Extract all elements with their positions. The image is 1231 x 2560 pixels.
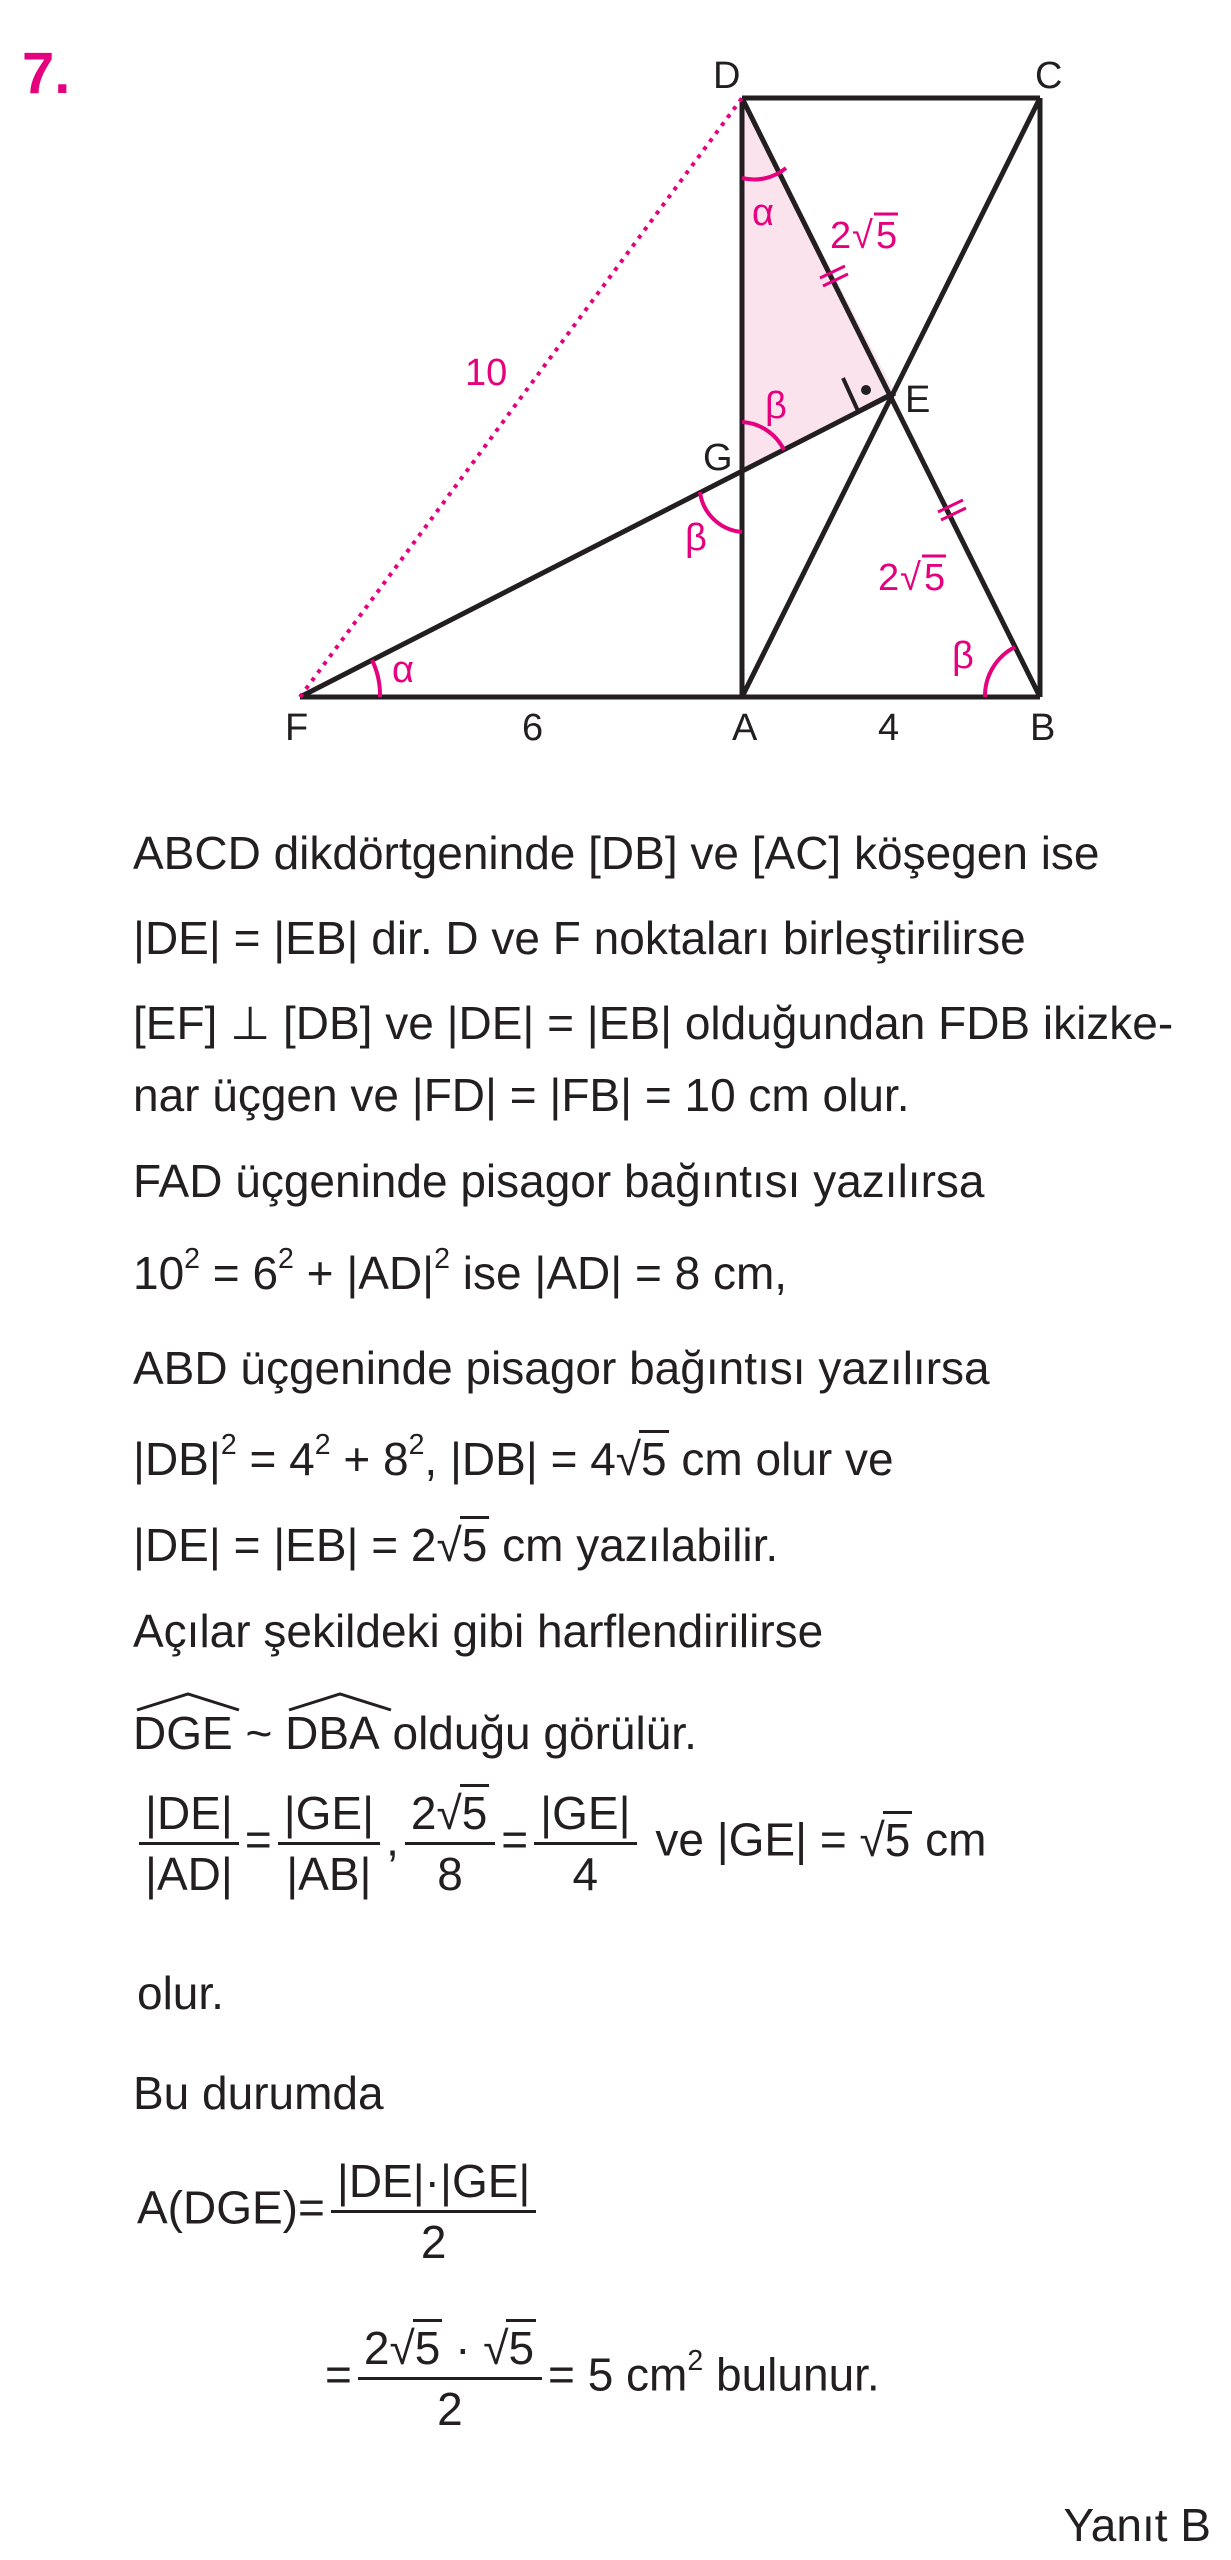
text-line-7: ABD üçgeninde pisagor bağıntısı yazılırsa	[133, 1342, 990, 1394]
dotted-segment-fd	[300, 98, 742, 697]
length-label-de-root: 5	[876, 215, 898, 257]
ratio-equation: $\frac{|DE|}{|AD|}$ = $\frac{|GE|}{|AB|}$ , $\frac{2√5}{8}$ = $\frac{|GE|}{4}$ ve |GE| = √5 cm	[133, 1790, 986, 1897]
segment-fe	[300, 393, 895, 697]
length-label-eb-radical: √	[900, 557, 921, 599]
text-line-3: [EF] ⊥ [DB] ve |DE| = |EB| olduğundan FDB ikizke-	[133, 997, 1174, 1049]
fraction-result: $\frac{2√5 \cdot √5}{2}$	[358, 2325, 542, 2432]
point-label-d: D	[713, 55, 741, 97]
length-label-eb-coef: 2	[878, 557, 900, 599]
fraction-de-ad: $\frac{|DE|}{|AD|}$	[139, 1790, 239, 1897]
angle-label-beta-g-lower: β	[685, 517, 707, 559]
length-label-de-radical: √	[852, 215, 873, 257]
fraction-ge-ab: $\frac{|GE|}{|AB|}$	[278, 1790, 380, 1897]
text-line-10: Açılar şekildeki gibi harflendirilirse	[133, 1605, 824, 1657]
answer-label: Yanıt B	[1063, 2499, 1211, 2551]
text-line-1: ABCD dikdörtgeninde [DB] ve [AC] köşegen ise	[133, 827, 1100, 879]
fraction-2root5-8: $\frac{2√5}{8}$	[405, 1790, 495, 1897]
angle-arc-f	[372, 660, 380, 697]
length-label-de-coef: 2	[830, 215, 852, 257]
length-label-ab: 4	[878, 707, 900, 749]
point-label-e: E	[905, 379, 931, 421]
text-line-4: nar üçgen ve |FD| = |FB| = 10 cm olur.	[133, 1069, 910, 1121]
point-label-b: B	[1030, 707, 1056, 749]
point-label-c: C	[1035, 55, 1063, 97]
angle-dba: DBA	[285, 1710, 380, 1756]
text-line-9: |DE| = |EB| = 2√5 cm yazılabilir.	[133, 1522, 778, 1568]
text-line-8: $|DB|^2 = 4^2 + 8^2$, |DB| = 4√5 cm olur ve	[133, 1429, 894, 1485]
angle-label-alpha-d: α	[752, 192, 774, 234]
angle-label-alpha-f: α	[392, 649, 414, 691]
geometry-figure	[0, 0, 1231, 760]
angle-label-beta-b: β	[952, 635, 974, 677]
length-label-eb-root: 5	[924, 557, 946, 599]
text-line-11: DGE ~ DBA olduğu görülür.	[133, 1710, 697, 1756]
text-bu-durumda: Bu durumda	[133, 2067, 384, 2119]
fraction-ge-4: $\frac{|GE|}{4}$	[534, 1790, 636, 1897]
angle-label-beta-g-upper: β	[765, 385, 787, 427]
text-line-2: |DE| = |EB| dir. D ve F noktaları birleştirilirse	[133, 912, 1026, 964]
angle-dge: DGE	[133, 1710, 233, 1756]
text-line-6: $10^2 = 6^2 + |AD|^2$ ise |AD| = 8 cm,	[133, 1243, 788, 1299]
area-result: = $\frac{2√5 \cdot √5}{2}$ = 5 $cm^2$ bulunur.	[325, 2325, 880, 2432]
length-label-fd: 10	[465, 352, 508, 394]
angle-arc-b	[985, 647, 1015, 697]
text-line-5: FAD üçgeninde pisagor bağıntısı yazılırsa	[133, 1155, 985, 1207]
point-label-g: G	[703, 437, 733, 479]
point-label-a: A	[732, 707, 758, 749]
point-label-f: F	[285, 707, 309, 749]
length-label-fa: 6	[522, 707, 544, 749]
text-olur: olur.	[137, 1967, 224, 2019]
right-angle-dot	[861, 385, 871, 395]
fraction-area: $\frac{|DE|\cdot|GE|}{2}$	[331, 2158, 536, 2265]
area-equation: A(DGE)= $\frac{|DE|\cdot|GE|}{2}$	[137, 2158, 542, 2265]
question-number: 7.	[22, 41, 71, 106]
